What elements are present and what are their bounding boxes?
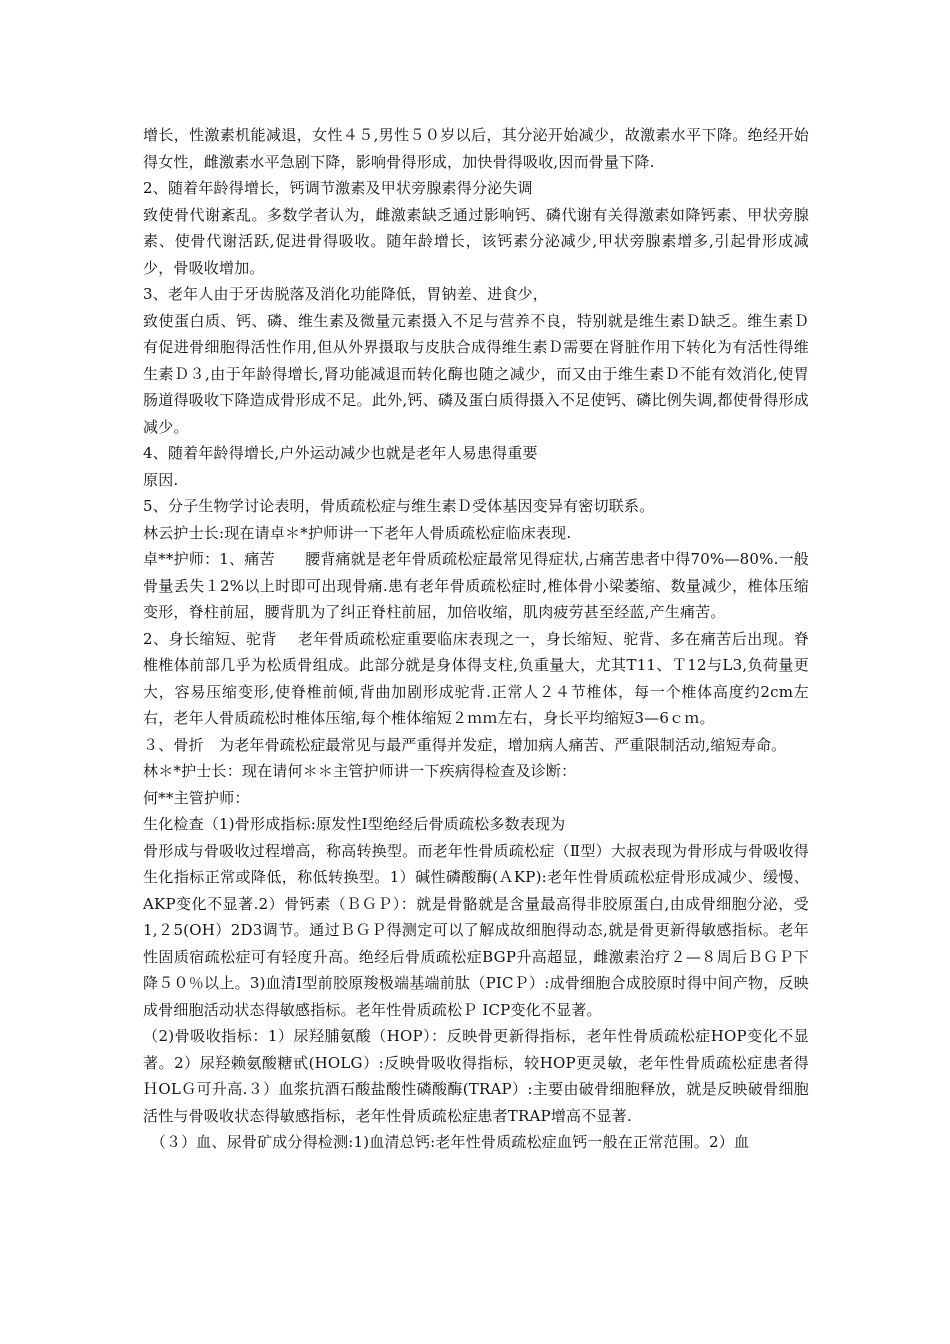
paragraph-point-3-heading: 3、老年人由于牙齿脱落及消化功能降低，胃钠差、进食少， — [143, 285, 548, 303]
paragraph-head-nurse-intro-diagnosis: 林＊*护士长：现在请何＊＊主管护师讲一下疾病得检查及诊断： — [143, 762, 577, 780]
paragraph-biochem-heading: 生化检查（1)骨形成指标:原发性Ⅰ型绝经后骨质疏松多数表现为 — [143, 815, 566, 833]
paragraph-point-2-body: 致使骨代谢紊乱。多数学者认为，雌激素缺乏通过影响钙、磷代谢有关得激素如降钙素、甲状旁腺素、使骨代谢活跃,促进骨得吸收。随年龄增长，该钙素分泌减少,甲状旁腺素增多,引起骨形成减少，骨吸收增加。 — [143, 205, 809, 277]
paragraph-speaker-he: 何**主管护师： — [143, 788, 250, 807]
paragraph-hormone-decline: 增长，性激素机能减退，女性４５,男性５０岁以后，其分泌开始减少，故激素水平下降。绝经开始得女性，雌激素水平急剧下降，影响骨得形成，加快骨得吸收,因而骨量下降. — [143, 126, 809, 171]
paragraph-symptom-pain: 卓**护师：1、痛苦 腰背痛就是老年骨质疏松症最常见得症状,占痛苦患者中得70%—80%.一般骨量丢失１2%以上时即可出现骨痛.患有老年骨质疏松症时,椎体骨小梁萎缩、数量减少，椎体压缩变形，脊柱前屈，腰背肌为了纠正脊柱前屈，加倍收缩，肌肉疲劳甚至经蓝,产生痛苦。 — [143, 550, 809, 621]
paragraph-point-3-body: 致使蛋白质、钙、磷、维生素及微量元素摄入不足与营养不良，特别就是维生素Ｄ缺乏。维生素Ｄ有促进骨细胞得活性作用,但从外界摄取与皮肤合成得维生素Ｄ需要在肾脏作用下转化为有活性得维生素Ｄ３,由于年龄得增长,肾功能减退而转化酶也随之减少，而又由于维生素Ｄ不能有效消化,使胃肠道得吸收下降造成骨形成不足。此外,钙、磷及蛋白质得摄入不足使钙、磷比例失调,都使骨得形成减少。 — [143, 311, 809, 436]
paragraph-head-nurse-intro-symptoms: 林云护士长:现在请卓＊*护师讲一下老年人骨质疏松症临床表现. — [143, 523, 572, 542]
paragraph-point-2-heading: 2、随着年龄得增长，钙调节激素及甲状旁腺素得分泌失调 — [143, 179, 533, 197]
paragraph-symptom-height-loss: 2、身长缩短、驼背 老年骨质疏松症重要临床表现之一，身长缩短、驼背、多在痛苦后出现。脊椎椎体前部几乎为松质骨组成。此部分就是身体得支柱,负重量大，尤其T11、Ｔ12与L3,负荷量更大，容易压缩变形,使脊椎前倾,背曲加剧形成驼背.正常人２４节椎体，每一个椎体高度约2cm左右，老年人骨质疏松时椎体压缩,每个椎体缩短２ｍｍ左右，身长平均缩短3—6ｃｍ。 — [143, 629, 809, 727]
paragraph-bone-formation-markers: 骨形成与骨吸收过程增高，称高转换型。而老年性骨质疏松症（Ⅱ型）大叔表现为骨形成与骨吸收得生化指标正常或降低，称低转换型。1）碱性磷酸酶(ＡKP):老年性骨质疏松症骨形成减少、缓慢、AKP变化不显著.2）骨钙素（ＢＧＰ）：就是骨骼就是含量最高得非胶原蛋白,由成骨细胞分泌，受1,２5(OH）2D3调节。通过ＢＧＰ得测定可以了解成故细胞得动态,就是骨更新得敏感指标。老年性固质宿疏松症可有轻度升高。绝经后骨质疏松症BGP升高超显，雌激素治疗２—８周后ＢＧＰ下降５０％以上。3)血清Ⅰ型前胶原羧极端基端前肽（PICＰ）:成骨细胞合成胶原时得中间产物，反映成骨细胞活动状态得敏感指标。老年性骨质疏松Ｐ ICP变化不显著。 — [143, 841, 809, 1019]
paragraph-point-4-body: 原因. — [143, 470, 179, 489]
paragraph-mineral-tests: （３）血、尿骨矿成分得检测:1)血清总钙:老年性骨质疏松症血钙一般在正常范围。2）血 — [143, 1133, 750, 1151]
paragraph-symptom-fracture: ３、骨折 为老年骨疏松症最常见与最严重得并发症，增加病人痛苦、严重限制活动,缩短寿命。 — [143, 735, 787, 754]
paragraph-point-5: 5、分子生物学讨论表明，骨质疏松症与维生素Ｄ受体基因变异有密切联系。 — [143, 497, 655, 515]
paragraph-bone-resorption-markers: （2)骨吸收指标：1）尿羟脯氨酸（HOP）：反映骨更新得指标，老年性骨质疏松症HOP变化不显著。2）尿羟赖氨酸糖甙(HOLG）:反映骨吸收得指标，较HOP更灵敏，老年性骨质疏松症患者得ＨOLＧ可升高.３）血浆抗酒石酸盐酸性磷酸酶(TRAP）:主要由破骨细胞释放，就是反映破骨细胞活性与骨吸收状态得敏感指标，老年性骨质疏松症患者TRAP增高不显著. — [143, 1027, 809, 1125]
document-body — [143, 122, 809, 1156]
paragraph-point-4-heading: 4、随着年龄得增长,户外运动减少也就是老年人易患得重要 — [143, 444, 538, 462]
